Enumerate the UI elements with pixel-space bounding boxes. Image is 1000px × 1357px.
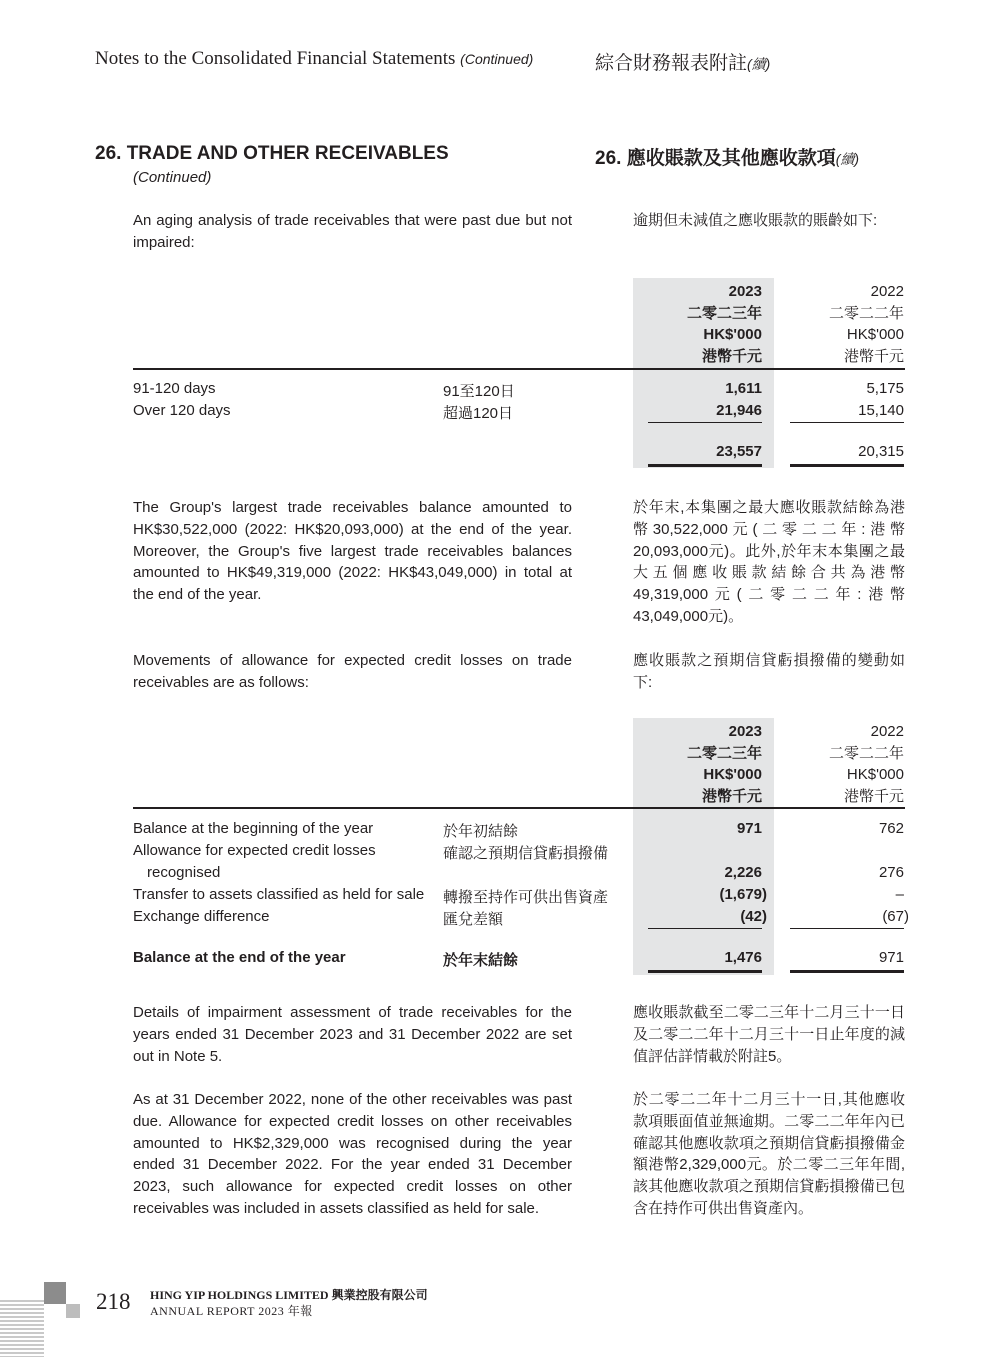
movements-col-2022-year-cn: 二零二二年 [828, 744, 904, 762]
header-title-cn: 綜合財務報表附註 [595, 52, 748, 74]
running-header-cn [595, 48, 770, 75]
header-continued-cn: (續) [747, 56, 771, 72]
aging-total-rule-2022 [790, 464, 904, 467]
impairment-text-en: Details of impairment assessment of trade receivables for the years ended 31 December 2023 and 31 December 2022 are set out in Note 5. [133, 1004, 572, 1065]
movements-row-value-2022: 762 [878, 820, 904, 837]
aging-total-rule-2023 [648, 464, 762, 467]
aging-row-label-en: Over 120 days [133, 402, 231, 419]
movements-col-2022-year: 2022 [870, 723, 904, 740]
movements-row-label-cn: 匯兌差額 [443, 911, 504, 928]
aging-col-2022-unit-cn: 港幣千元 [843, 347, 904, 365]
other-receivables-text-en: As at 31 December 2022, none of the other receivables was past due. Allowance for expected credit losses on other receivables amounted to HK$2,329,000 was recognised during the year ended 31 December 2022. For the year ended 31 December 2023, such allowance for expected credit losses on other receivables was included in assets classified as held for sale. [133, 1091, 572, 1217]
footer-stripes-decoration [0, 1300, 44, 1357]
other-receivables-text-cn: 於二零二二年十二月三十一日,其他應收款項賬面值並無逾期。二零二二年年內已確認其他應收款項之預期信貸虧損撥備金額港幣2,329,000元。於二零二三年年間,該其他應收款項之預期信貸虧損撥備已包含在持作可供出售資產內。 [633, 1091, 905, 1217]
aging-col-2022-header [774, 281, 904, 367]
movements-row-value-2022: – [895, 886, 904, 903]
movements-total-label-cn: 於年末結餘 [443, 952, 519, 969]
aging-col-2022-year-cn: 二零二二年 [828, 304, 904, 322]
aging-col-2023-unit: HK$'000 [703, 326, 762, 343]
aging-subtotal-rule-2022 [790, 422, 904, 423]
movements-col-2022-header [774, 721, 904, 807]
movements-col-2023-unit-cn: 港幣千元 [701, 787, 762, 805]
movements-row-value-2023: 2,226 [724, 864, 762, 881]
movements-row-value-2023: (1,679) [719, 886, 767, 903]
section-continued-cn: (續) [835, 151, 860, 167]
movements-row-label-cn: 轉撥至持作可供出售資產 [443, 889, 609, 906]
movements-col-2023-year-cn: 二零二三年 [686, 744, 762, 762]
aging-row-value-2022: 15,140 [858, 402, 904, 419]
movements-row-label-en-cont: recognised [147, 864, 221, 881]
aging-total-2022: 20,315 [858, 443, 904, 460]
movements-header-rule [133, 807, 905, 809]
largest-balance-text-cn: 於年末,本集團之最大應收賬款結餘為港幣30,522,000元(二零二二年:港幣20,093,000元)。此外,於年末本集團之最大五個應收賬款結餘合共為港幣49,319,000元(二零二二年:港幣43,049,000元)。 [633, 499, 905, 625]
running-header-en [95, 48, 533, 70]
movements-subtotal-rule-2022 [790, 928, 904, 929]
movements-total-2022: 971 [878, 949, 904, 966]
movements-total-rule-2022 [790, 970, 904, 973]
aging-intro-en: An aging analysis of trade receivables that were past due but not impaired: [133, 212, 572, 251]
movements-total-2023: 1,476 [724, 949, 762, 966]
footer-report-title: ANNUAL REPORT 2023 年報 [150, 1304, 313, 1318]
header-continued-en: (Continued) [460, 51, 534, 67]
movements-col-2022-unit: HK$'000 [846, 766, 904, 783]
footer-company-name: HING YIP HOLDINGS LIMITED 興業控股有限公司 [150, 1288, 428, 1302]
aging-row-label-cn: 91至120日 [443, 383, 515, 400]
aging-row-label-en: 91-120 days [133, 380, 216, 397]
header-title-en: Notes to the Consolidated Financial Statements [95, 48, 456, 69]
footer-square-dark [44, 1282, 66, 1304]
aging-header-rule [133, 368, 905, 370]
aging-row-value-2023: 1,611 [725, 380, 762, 397]
page-number: 218 [96, 1289, 131, 1314]
movements-row-label-en: Allowance for expected credit losses [133, 842, 376, 859]
movements-row-label-cn: 確認之預期信貸虧損撥備 [443, 845, 609, 862]
movements-subtotal-rule-2023 [648, 928, 762, 929]
movements-col-2023-unit: HK$'000 [703, 766, 762, 783]
movements-row-value-2023: 971 [736, 820, 762, 837]
movements-row-label-en: Transfer to assets classified as held for sale [133, 886, 425, 903]
section-title-cn [595, 143, 859, 170]
section-continued-en: (Continued) [133, 169, 212, 186]
section-title-en: 26. TRADE AND OTHER RECEIVABLES [95, 143, 449, 164]
movements-row-label-en: Exchange difference [133, 908, 270, 925]
movements-row-value-2022: 276 [878, 864, 904, 881]
movements-table [133, 718, 908, 978]
movements-intro-cn: 應收賬款之預期信貸虧損撥備的變動如下: [633, 652, 905, 691]
aging-col-2023-header [633, 281, 762, 367]
aging-row-label-cn: 超過120日 [443, 405, 514, 422]
movements-col-2022-unit-cn: 港幣千元 [843, 787, 904, 805]
movements-row-value-2022: (67) [882, 908, 909, 925]
movements-row-label-en: Balance at the beginning of the year [133, 820, 374, 837]
movements-total-rule-2023 [648, 970, 762, 973]
aging-table [133, 278, 908, 473]
aging-row-value-2022: 5,175 [866, 380, 904, 397]
aging-col-2023-unit-cn: 港幣千元 [701, 347, 762, 365]
aging-subtotal-rule-2023 [648, 422, 762, 423]
aging-col-2023-year-cn: 二零二三年 [686, 304, 762, 322]
aging-col-2022-year: 2022 [870, 283, 904, 300]
movements-intro-en: Movements of allowance for expected credit losses on trade receivables are as follows: [133, 652, 572, 691]
movements-col-2023-year: 2023 [728, 723, 762, 740]
section-title-cn-text: 26. 應收賬款及其他應收款項 [595, 148, 836, 169]
movements-col-2023-header [633, 721, 762, 807]
aging-row-value-2023: 21,946 [716, 402, 762, 419]
largest-balance-text-en: The Group's largest trade receivables balance amounted to HK$30,522,000 (2022: HK$20,093,000) at the end of the year. Moreover, the Group's five largest trade receivables balances amounted to HK$49,319,000 (2022: HK$43,049,000) in total at the end of the year. [133, 499, 572, 604]
impairment-text-cn: 應收賬款截至二零二三年十二月三十一日及二零二二年十二月三十一日止年度的減值評估詳情載於附註5。 [633, 1004, 905, 1065]
aging-intro-cn: 逾期但未減值之應收賬款的賬齡如下: [633, 212, 878, 229]
footer-square-light [66, 1304, 80, 1318]
movements-row-label-cn: 於年初結餘 [443, 823, 519, 840]
movements-row-value-2023: (42) [740, 908, 767, 925]
aging-col-2023-year: 2023 [728, 283, 762, 300]
aging-total-2023: 23,557 [716, 443, 762, 460]
movements-total-label-en: Balance at the end of the year [133, 949, 346, 966]
aging-col-2022-unit: HK$'000 [846, 326, 904, 343]
